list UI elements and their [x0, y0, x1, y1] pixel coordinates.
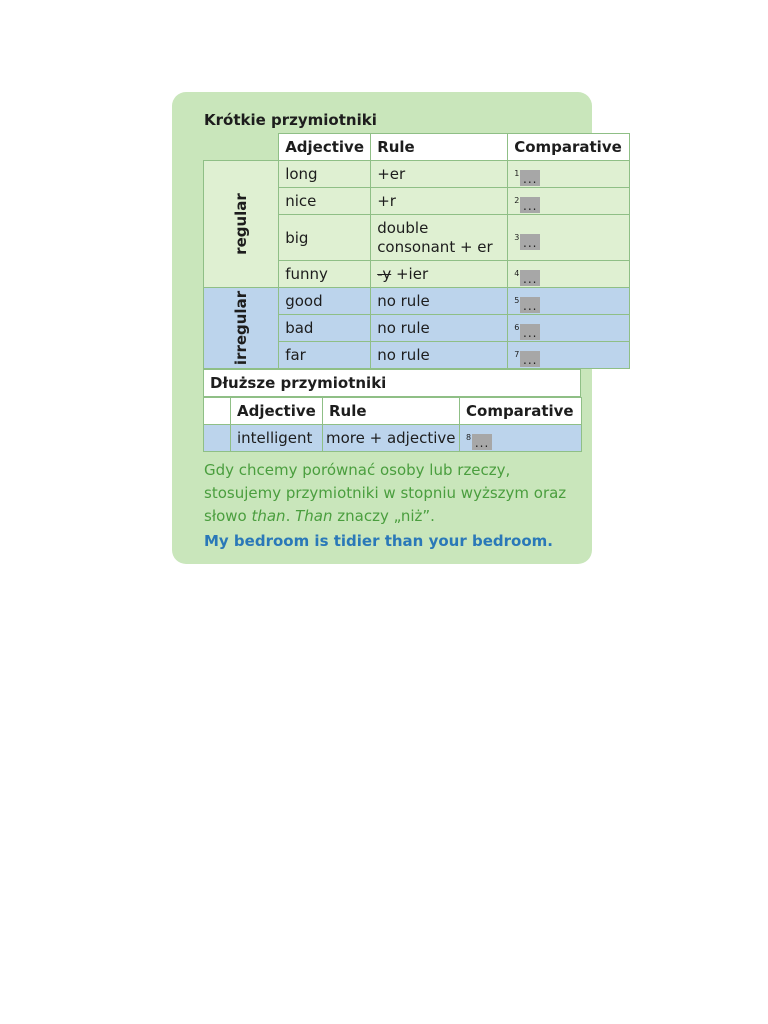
adjective-cell: bad — [279, 315, 371, 342]
comparative-cell: 3 ... — [508, 215, 630, 261]
short-adjectives-title: Krótkie przymiotniki — [204, 111, 377, 129]
adjective-cell: intelligent — [231, 425, 323, 452]
header-corner — [204, 398, 231, 425]
answer-blank[interactable]: ... — [520, 197, 540, 213]
adjective-cell: nice — [279, 188, 371, 215]
adjective-cell: funny — [279, 261, 371, 288]
table-header-row — [204, 398, 582, 425]
adjective-cell: long — [279, 161, 371, 188]
comparative-cell: 5 ... — [508, 288, 630, 315]
rule-cell: double consonant + er — [371, 215, 508, 261]
adjective-cell: good — [279, 288, 371, 315]
short-adjectives-table — [203, 133, 630, 369]
example-sentence: My bedroom is tidier than your bedroom. — [204, 532, 553, 550]
answer-blank[interactable]: ... — [520, 170, 540, 186]
table-row — [204, 425, 582, 452]
rule-cell: +r — [371, 188, 508, 215]
header-comparative: Comparative — [460, 398, 582, 425]
header-adjective: Adjective — [231, 398, 323, 425]
answer-blank[interactable]: ... — [520, 351, 540, 367]
table-header-row — [204, 134, 630, 161]
comparative-cell: 2 ... — [508, 188, 630, 215]
comparative-cell: 7 ... — [508, 342, 630, 369]
answer-blank[interactable]: ... — [520, 297, 540, 313]
irregular-group-label: irregular — [204, 288, 279, 369]
answer-blank[interactable]: ... — [472, 434, 492, 450]
header-comparative: Comparative — [508, 134, 630, 161]
rule-cell: no rule — [371, 288, 508, 315]
rule-cell: +er — [371, 161, 508, 188]
rule-cell: -y +ier — [371, 261, 508, 288]
rule-cell: more + adjective — [323, 425, 460, 452]
row-marker — [204, 425, 231, 452]
regular-group-label: regular — [204, 161, 279, 288]
header-corner — [204, 134, 279, 161]
table-row — [204, 288, 630, 315]
comparative-cell: 6 ... — [508, 315, 630, 342]
table-row — [204, 161, 630, 188]
header-rule: Rule — [371, 134, 508, 161]
long-adjectives-title: Dłuższe przymiotniki — [203, 369, 581, 397]
header-rule: Rule — [323, 398, 460, 425]
adjective-cell: far — [279, 342, 371, 369]
answer-blank[interactable]: ... — [520, 270, 540, 286]
rule-cell: no rule — [371, 315, 508, 342]
comparative-cell: 8 ... — [460, 425, 582, 452]
explanation-note: Gdy chcemy porównać osoby lub rzeczy, stosujemy przymiotniki w stopniu wyższym oraz słowo than. Than znaczy „niż”. — [204, 461, 567, 525]
answer-blank[interactable]: ... — [520, 324, 540, 340]
long-adjectives-table — [203, 397, 582, 452]
comparative-cell: 4 ... — [508, 261, 630, 288]
header-adjective: Adjective — [279, 134, 371, 161]
adjective-cell: big — [279, 215, 371, 261]
comparative-cell: 1 ... — [508, 161, 630, 188]
rule-cell: no rule — [371, 342, 508, 369]
answer-blank[interactable]: ... — [520, 234, 540, 250]
